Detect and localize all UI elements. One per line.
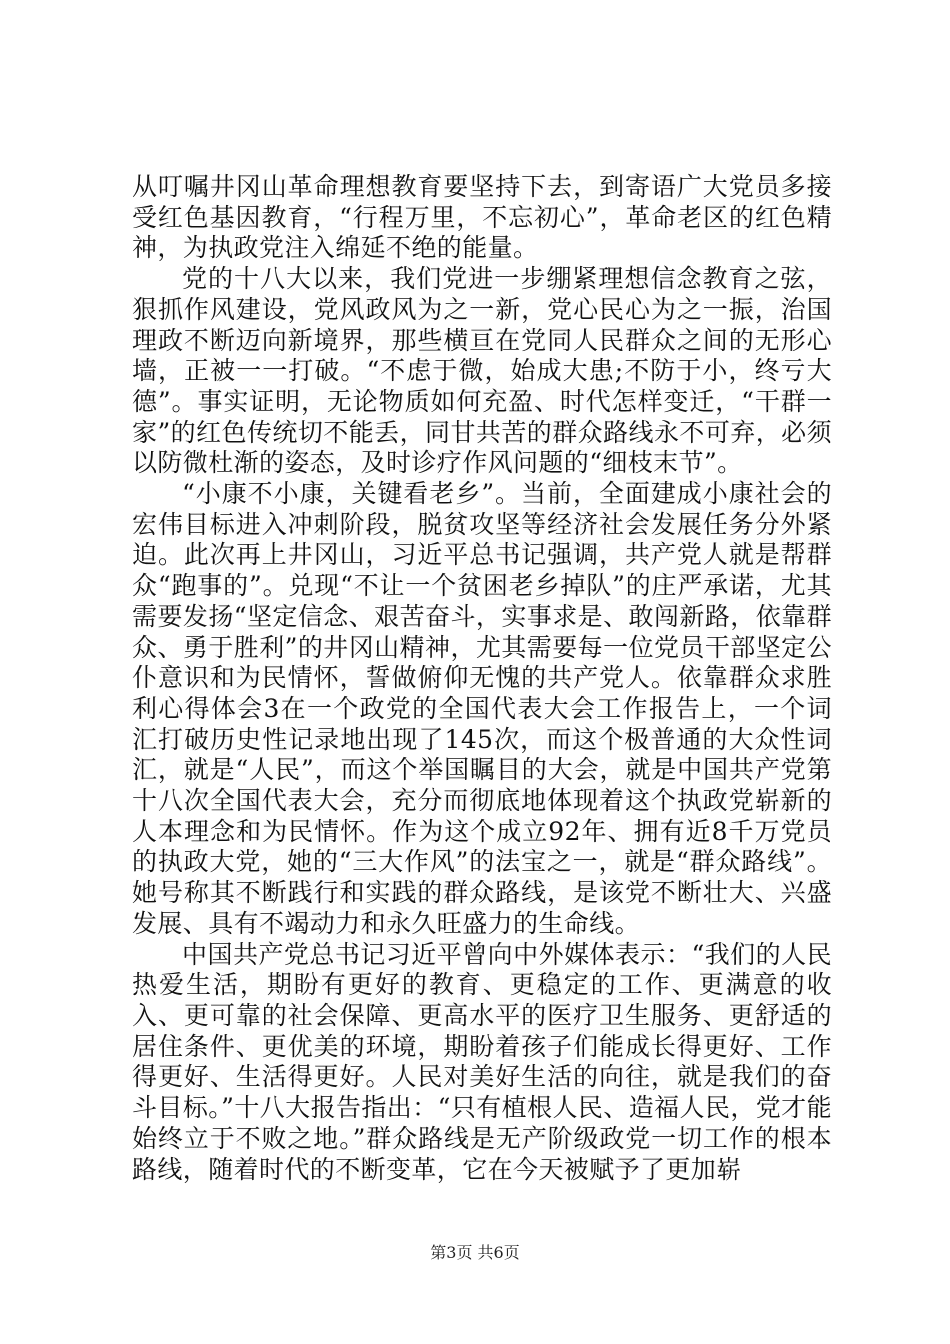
paragraph: “小康不小康，关键看老乡”。当前，全面建成小康社会的宏伟目标进入冲刺阶段，脱贫攻坚等经济社会发展任务分外紧迫。此次再上井冈山，习近平总书记强调，共产党人就是帮群众“跑事的”。兑现“不让一个贫困老乡掉队”的庄严承诺，尤其需要发扬“坚定信念、艰苦奋斗，实事求是、敢闯新路，依靠群众、勇于胜利”的井冈山精神，尤其需要每一位党员干部坚定公仆意识和为民情怀，誓做俯仰无愧的共产党人。依靠群众求胜利心得体会3在一个政党的全国代表大会工作报告上，一个词汇打破历史性记录地出现了145次，而这个极普通的大众性词汇，就是“人民”，而这个举国瞩目的大会，就是中国共产党第十八次全国代表大会，充分而彻底地体现着这个执政党崭新的人本理念和为民情怀。作为这个成立92年、拥有近8千万党员的执政大党，她的“三大作风”的法宝之一，就是“群众路线”。她号称其不断践行和实践的群众路线，是该党不断壮大、兴盛发展、具有不竭动力和永久旺盛力的生命线。 (132, 479, 832, 938)
page-number-footer: 第3页 共6页 (430, 1243, 520, 1262)
document-body (132, 172, 832, 1185)
paragraph: 中国共产党总书记习近平曾向中外媒体表示：“我们的人民热爱生活，期盼有更好的教育、更稳定的工作、更满意的收入、更可靠的社会保障、更高水平的医疗卫生服务、更舒适的居住条件、更优美的环境，期盼着孩子们能成长得更好、工作得更好、生活得更好。人民对美好生活的向往，就是我们的奋斗目标。”十八大报告指出：“只有植根人民、造福人民，党才能始终立于不败之地。”群众路线是无产阶级政党一切工作的根本路线，随着时代的不断变革，它在今天被赋予了更加崭 (132, 939, 832, 1184)
paragraph-continuation: 从叮嘱井冈山革命理想教育要坚持下去，到寄语广大党员多接受红色基因教育，“行程万里，不忘初心”，革命老区的红色精神，为执政党注入绵延不绝的能量。 (132, 172, 832, 263)
paragraph: 党的十八大以来，我们党进一步绷紧理想信念教育之弦，狠抓作风建设，党风政风为之一新，党心民心为之一振，治国理政不断迈向新境界，那些横亘在党同人民群众之间的无形心墙，正被一一打破。“不虑于微，始成大患;不防于小，终亏大德”。事实证明，无论物质如何充盈、时代怎样变迁，“干群一家”的红色传统切不能丢，同甘共苦的群众路线永不可弃，必须以防微杜渐的姿态，及时诊疗作风问题的“细枝末节”。 (132, 264, 832, 478)
